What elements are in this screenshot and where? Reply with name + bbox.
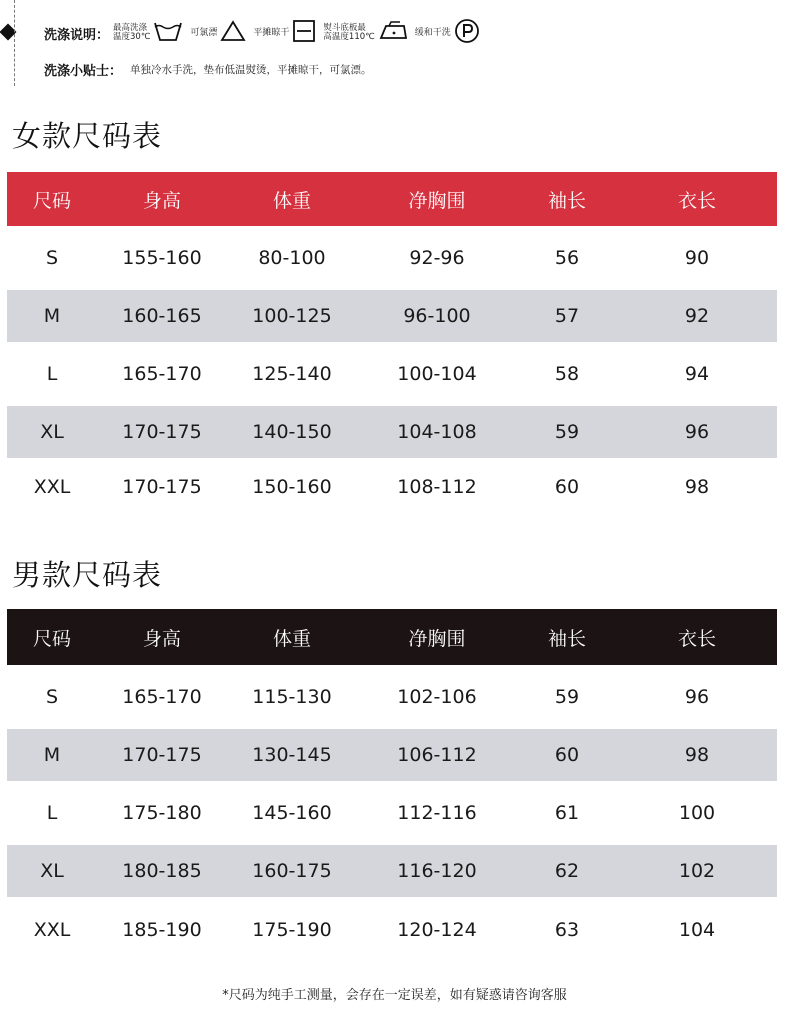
cell-chest: 106-112 [397,744,477,766]
women-size-table [7,172,777,516]
cell-height: 170-175 [122,476,202,498]
table-header [7,609,777,665]
cell-length: 92 [684,305,710,327]
cell-size: XL [40,421,64,443]
header-height: 身高 [142,189,181,212]
cell-sleeve: 61 [554,802,580,824]
measurement-footnote: *尺码为纯手工测量，会存在一定误差，如有疑惑请咨询客服 [222,988,567,1003]
cell-size: XL [40,860,64,882]
cell-sleeve: 56 [554,247,580,269]
cell-size: XXL [33,476,71,498]
cell-chest: 102-106 [397,686,477,708]
cell-weight: 100-125 [252,305,332,327]
header-weight: 体重 [272,189,311,212]
men-size-table [7,609,777,963]
table-row [7,897,777,963]
care-item-iron [323,20,410,46]
header-length: 衣长 [677,189,716,212]
cell-size: S [45,247,59,269]
cell-height: 185-190 [122,919,202,941]
cell-length: 96 [684,421,710,443]
cell-chest: 92-96 [409,247,465,269]
wash-tips-text: 单独冷水手洗，垫布低温熨烫，平摊晾干，可氯漂。 [130,64,372,76]
cell-weight: 140-150 [252,421,332,443]
cell-chest: 116-120 [397,860,477,882]
cell-weight: 175-190 [252,919,332,941]
women-size-chart-title: 女款尺码表 [12,119,163,153]
cell-size: M [43,305,61,327]
table-row [7,342,777,406]
cell-sleeve: 63 [554,919,580,941]
divider [14,0,15,86]
table-row [7,781,777,845]
cell-weight: 150-160 [252,476,332,498]
table-row [7,406,777,458]
care-text-line: 最高洗涤 [113,23,148,33]
cell-height: 155-160 [122,247,202,269]
cell-length: 98 [684,744,710,766]
cell-weight: 115-130 [252,686,332,708]
header-weight: 体重 [272,627,311,650]
cell-sleeve: 60 [554,744,580,766]
header-length: 衣长 [677,627,716,650]
table-row [7,729,777,781]
cell-length: 104 [678,919,716,941]
header-size: 尺码 [32,627,71,650]
cell-length: 90 [684,247,710,269]
cell-chest: 108-112 [397,476,477,498]
care-text-line: 熨斗底板最 [323,23,366,33]
wash-tips [44,60,372,79]
cell-weight: 80-100 [258,247,326,269]
wash-instructions-label: 洗涤说明： [44,27,110,43]
cell-sleeve: 62 [554,860,580,882]
cell-chest: 100-104 [397,363,477,385]
cell-height: 180-185 [122,860,202,882]
cell-chest: 120-124 [397,919,477,941]
cell-sleeve: 59 [554,421,580,443]
cell-size: XXL [33,919,71,941]
header-chest: 净胸围 [408,189,466,212]
cell-sleeve: 58 [554,363,580,385]
header-sleeve: 袖长 [547,627,586,650]
care-text-line: 温度30℃ [113,32,151,42]
wash-instructions [44,18,487,48]
cell-length: 94 [684,363,710,385]
table-row [7,458,777,516]
men-size-chart-title: 男款尺码表 [12,558,163,592]
cell-sleeve: 60 [554,476,580,498]
care-text-line: 平摊晾干 [253,27,290,38]
cell-chest: 104-108 [397,421,477,443]
table-header [7,172,777,226]
header-height: 身高 [142,627,181,650]
cell-size: M [43,744,61,766]
cell-height: 175-180 [122,802,202,824]
header-chest: 净胸围 [408,627,466,650]
triangle-bleach-icon [220,20,246,46]
cell-height: 160-165 [122,305,202,327]
cell-length: 98 [684,476,710,498]
wash-tub-icon [153,19,183,47]
cell-height: 165-170 [122,686,202,708]
wash-tips-label: 洗涤小贴士： [44,64,123,79]
cell-size: S [45,686,59,708]
care-text-line: 缓和干洗 [414,27,451,38]
care-text-line: 可氯漂 [190,27,218,38]
header-sleeve: 袖长 [547,189,586,212]
cell-weight: 145-160 [252,802,332,824]
cell-height: 170-175 [122,744,202,766]
iron-icon [378,20,408,46]
table-row [7,290,777,342]
care-item-wash [113,19,186,47]
cell-chest: 96-100 [403,305,471,327]
cell-weight: 125-140 [252,363,332,385]
cell-size: L [46,802,58,824]
dry-clean-p-icon [454,18,480,48]
care-item-dry [253,19,319,47]
table-row [7,226,777,290]
cell-weight: 160-175 [252,860,332,882]
cell-sleeve: 59 [554,686,580,708]
cell-length: 102 [678,860,716,882]
cell-weight: 130-145 [252,744,332,766]
cell-height: 165-170 [122,363,202,385]
cell-size: L [46,363,58,385]
cell-length: 96 [684,686,710,708]
table-row [7,845,777,897]
care-item-dryclean [415,18,483,48]
care-item-bleach [190,20,249,46]
cell-length: 100 [678,802,716,824]
table-row [7,665,777,729]
care-text-line: 高温度110℃ [323,32,375,42]
cell-chest: 112-116 [397,802,477,824]
cell-sleeve: 57 [554,305,580,327]
cell-height: 170-175 [122,421,202,443]
dry-flat-icon [292,19,316,47]
header-size: 尺码 [32,189,71,212]
